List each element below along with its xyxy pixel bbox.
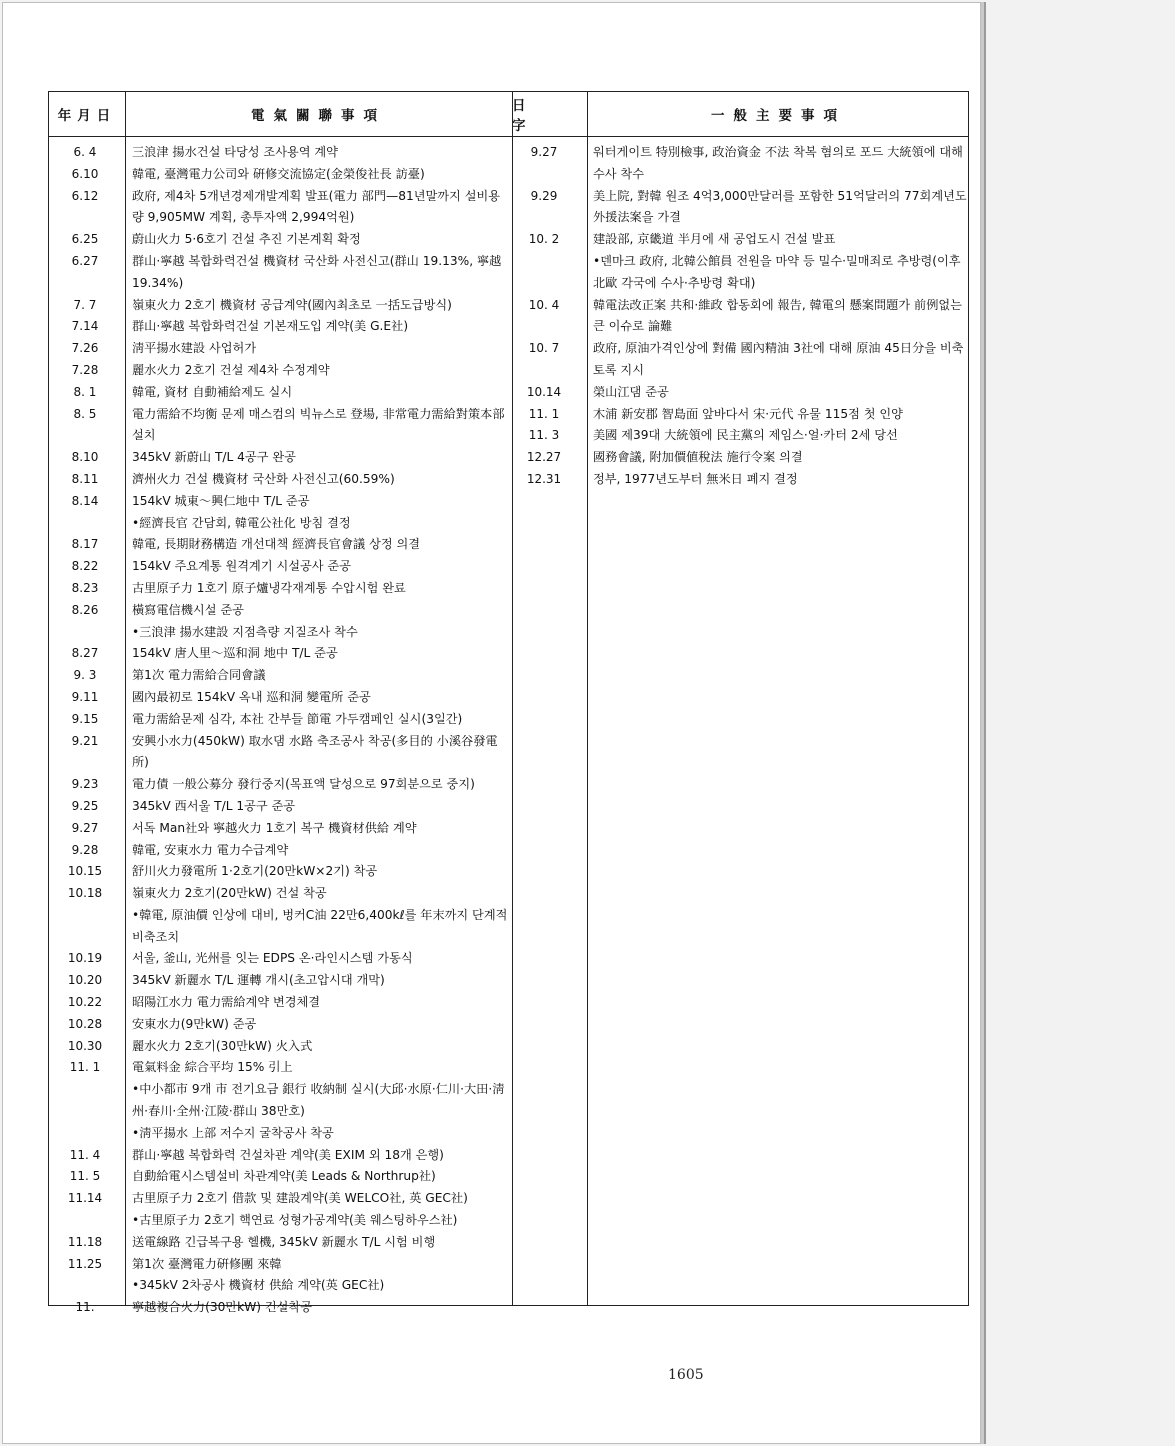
event-date: 8.26 <box>71 602 99 617</box>
event-text: 木浦 新安郡 智島面 앞바다서 宋·元代 유물 115점 첫 인양 <box>593 406 903 421</box>
event-date: 8.17 <box>71 537 99 552</box>
event-text: 寧越複合火力(30만kW) 건설착공 <box>132 1300 312 1315</box>
event-text: 美國 제39대 大統領에 民主黨의 제임스·얼·카터 2세 당선 <box>593 428 898 443</box>
event-date: 10.19 <box>67 951 103 966</box>
header-general-events: 一般主要事項 <box>711 108 846 124</box>
event-date: 9.25 <box>71 798 99 813</box>
event-date: 11. 1 <box>69 1060 101 1075</box>
event-text: 政府, 제4차 5개년경제개발계획 발표(電力 部門—81년말까지 설비용량 9,905MW 계획, 총투자액 2,994억원) <box>132 188 501 225</box>
event-text: •古里原子力 2호기 핵연료 성형가공계약(美 웨스팅하우스社) <box>132 1213 458 1228</box>
event-row <box>49 948 512 970</box>
event-row <box>49 229 512 251</box>
event-row <box>506 251 968 295</box>
event-row <box>49 992 512 1014</box>
event-row <box>49 1210 512 1232</box>
event-row <box>506 425 968 447</box>
event-row <box>49 1014 512 1036</box>
event-date: 6. 4 <box>73 145 97 159</box>
event-text: 群山·寧越 복합화력건설 機資材 국산화 사전신고(群山 19.13%, 寧越 19.34%) <box>132 253 502 290</box>
event-row <box>49 186 512 230</box>
event-text: 嶺東火力 2호기(20만kW) 건설 착공 <box>132 886 327 901</box>
event-row <box>49 578 512 600</box>
event-text: 淸平揚水建設 사업허가 <box>132 341 257 356</box>
event-date: 6.10 <box>71 166 99 181</box>
event-row <box>49 818 512 840</box>
event-row <box>49 382 512 404</box>
event-row <box>49 774 512 796</box>
event-text: 서독 Man社와 寧越火力 1호기 복구 機資材供給 계약 <box>132 820 417 835</box>
event-date: 11. 1 <box>528 406 560 421</box>
header-year-month-day: 年月日 <box>57 108 117 124</box>
event-date: 6.27 <box>71 253 99 268</box>
event-date: 7.26 <box>71 341 99 356</box>
event-row <box>49 840 512 862</box>
event-date: 11. 5 <box>69 1169 101 1184</box>
event-row <box>506 338 968 382</box>
event-text: 345kV 新蔚山 T/L 4공구 완공 <box>132 450 296 465</box>
event-row <box>49 142 512 164</box>
event-date: 8.11 <box>71 471 99 486</box>
event-row <box>49 970 512 992</box>
event-row <box>49 861 512 883</box>
event-date: 10.18 <box>67 886 103 901</box>
event-date: 10.20 <box>67 973 103 988</box>
event-text: 政府, 原油가격인상에 對備 國內精油 3社에 대해 原油 45日分을 비축토록 지시 <box>593 341 964 377</box>
event-date: 10. 7 <box>528 341 560 356</box>
event-row <box>49 1057 512 1079</box>
event-date: 10. 4 <box>528 297 560 312</box>
event-row <box>49 295 512 317</box>
event-text: 群山·寧越 복합화력 건설차관 계약(美 EXIM 외 18개 은행) <box>132 1147 444 1162</box>
event-text: 國內最初로 154kV 옥내 巡和洞 變電所 준공 <box>132 689 371 704</box>
event-date: 10.28 <box>67 1016 103 1031</box>
event-text: 麗水火力 2호기(30만kW) 火入式 <box>132 1038 313 1053</box>
event-date: 10.15 <box>67 864 103 879</box>
event-date: 8.14 <box>71 493 99 508</box>
event-text: 濟州火力 건설 機資材 국산화 사전신고(60.59%) <box>132 471 395 486</box>
event-date: 7.28 <box>71 362 99 377</box>
header-day: 日字 <box>512 98 552 134</box>
event-text: 345kV 西서울 T/L 1공구 준공 <box>132 798 296 813</box>
event-row <box>49 338 512 360</box>
event-text: 345kV 新麗水 T/L 運轉 개시(초고압시대 개막) <box>132 973 385 988</box>
event-row <box>506 186 968 230</box>
event-text: •덴마크 政府, 北韓公館員 전원을 마약 등 밀수·밀매죄로 추방령(이후 北歐 각국에 수사·추방령 확대) <box>593 253 961 290</box>
event-date: 11. 4 <box>69 1147 101 1162</box>
event-row <box>49 534 512 556</box>
event-row <box>506 295 968 339</box>
event-row <box>506 142 968 186</box>
event-text: 嶺東火力 2호기 機資材 공급계약(國內최초로 一括도급방식) <box>132 297 452 312</box>
event-date: 10.14 <box>526 384 562 399</box>
event-row <box>49 447 512 469</box>
event-date: 10. 2 <box>528 232 560 247</box>
event-text: •中小都市 9개 市 전기요금 銀行 收納制 실시(大邱·水原·仁川·大田·淸州·春川·全州·江陵·群山 38만호) <box>132 1082 505 1119</box>
event-text: 美上院, 對韓 원조 4억3,000만달러를 포함한 51억달러의 77회계년도 外援法案을 가결 <box>593 188 967 225</box>
event-date: 9.21 <box>71 733 99 748</box>
event-row <box>49 600 512 622</box>
event-text: 橫寫電信機시설 준공 <box>132 602 244 617</box>
event-row <box>49 1036 512 1058</box>
event-date: 8. 1 <box>73 384 97 399</box>
event-text: 154kV 주요계통 원격계기 시설공사 준공 <box>132 559 351 574</box>
event-text: 第1次 臺灣電力硏修團 來韓 <box>132 1256 282 1271</box>
event-row <box>49 1232 512 1254</box>
event-text: 韓電, 安東水力 電力수급계약 <box>132 842 289 857</box>
event-row <box>49 1297 512 1319</box>
event-date: 8.27 <box>71 646 99 661</box>
event-text: 韓電, 臺灣電力公司와 硏修交流協定(金榮俊社長 訪臺) <box>132 166 425 181</box>
event-text: 送電線路 긴급복구용 헬機, 345kV 新麗水 T/L 시험 비행 <box>132 1234 436 1249</box>
document-page <box>2 2 981 1444</box>
event-date: 11.25 <box>67 1256 103 1271</box>
event-text: 서울, 釜山, 光州를 잇는 EDPS 온·라인시스템 가동식 <box>132 951 413 966</box>
event-text: •經濟長官 간담회, 韓電公社化 방침 결정 <box>132 515 351 530</box>
event-date: 12.31 <box>526 471 562 486</box>
event-date: 6.12 <box>71 188 99 203</box>
event-date: 9.29 <box>530 188 558 203</box>
event-date: 9.27 <box>71 820 99 835</box>
event-row <box>49 404 512 448</box>
event-text: 韓電, 長期財務構造 개선대책 經濟長官會議 상정 의결 <box>132 537 421 552</box>
event-row <box>49 316 512 338</box>
event-row <box>49 491 512 513</box>
event-date: 10.30 <box>67 1038 103 1053</box>
event-row <box>49 1123 512 1145</box>
event-text: 群山·寧越 복합화력건설 기본재도입 계약(美 G.E社) <box>132 319 409 334</box>
event-date: 9.23 <box>71 777 99 792</box>
event-row <box>49 687 512 709</box>
electric-events-column <box>49 142 512 1319</box>
event-text: 韓電, 資材 自動補給제도 실시 <box>132 384 293 399</box>
event-text: 榮山江댐 준공 <box>593 384 669 399</box>
event-row <box>506 447 968 469</box>
event-date: 6.25 <box>71 232 99 247</box>
chronology-table <box>48 91 969 1315</box>
event-row <box>49 905 512 949</box>
event-text: 第1次 電力需給合同會議 <box>132 668 266 683</box>
event-row <box>49 709 512 731</box>
event-text: 워터게이트 特別檢事, 政治資金 不法 착복 혐의로 포드 大統領에 대해 수사 착수 <box>593 145 963 181</box>
page-number: 1605 <box>668 1367 704 1383</box>
event-text: 昭陽江水力 電力需給계약 변경체결 <box>132 995 321 1010</box>
event-date: 8.10 <box>71 450 99 465</box>
event-date: 9.15 <box>71 711 99 726</box>
event-row <box>49 1079 512 1123</box>
event-row <box>49 883 512 905</box>
event-date: 11.14 <box>67 1191 103 1206</box>
event-row <box>506 229 968 251</box>
event-row <box>49 513 512 535</box>
event-text: 電力債 一般公募分 發行중지(목표액 달성으로 97회분으로 중지) <box>132 777 475 792</box>
event-row <box>49 622 512 644</box>
event-text: 154kV 唐人里～巡和洞 地中 T/L 준공 <box>132 646 338 661</box>
event-date: 9.11 <box>71 689 99 704</box>
event-row <box>49 796 512 818</box>
event-row <box>506 469 968 491</box>
event-text: 建設部, 京畿道 半月에 새 공업도시 건설 발표 <box>593 232 836 247</box>
event-row <box>49 665 512 687</box>
event-date: 11. <box>75 1300 95 1315</box>
event-date: 7. 7 <box>73 297 97 312</box>
event-text: 三浪津 揚水건설 타당성 조사용역 계약 <box>132 145 338 159</box>
event-row <box>49 1145 512 1167</box>
event-date: 12.27 <box>526 450 562 465</box>
event-date: 8. 5 <box>73 406 97 421</box>
event-text: 韓電法改正案 共和·維政 합동회에 報告, 韓電의 懸案問題가 前例없는 큰 이슈로 論難 <box>593 297 962 334</box>
event-date: 9.28 <box>71 842 99 857</box>
event-text: 정부, 1977년도부터 無米日 폐지 결정 <box>593 471 798 486</box>
event-row <box>49 1188 512 1210</box>
event-date: 10.22 <box>67 995 103 1010</box>
event-text: 電力需給不均衡 문제 매스컴의 빅뉴스로 登場, 非常電力需給對策本部 설치 <box>132 406 505 443</box>
event-date: 8.23 <box>71 580 99 595</box>
event-text: 自動給電시스템설비 차관계약(美 Leads & Northrup社) <box>132 1169 436 1184</box>
event-text: •345kV 2차공사 機資材 供給 계약(英 GEC社) <box>132 1278 385 1293</box>
event-text: 舒川火力發電所 1·2호기(20만kW×2기) 착공 <box>132 864 378 879</box>
event-text: 古里原子力 1호기 原子爐냉각재계통 수압시험 완료 <box>132 580 406 595</box>
event-text: 麗水火力 2호기 건설 제4차 수정계약 <box>132 362 330 377</box>
event-text: 安興小水力(450kW) 取水댐 水路 축조공사 착공(多目的 小溪谷發電所) <box>132 733 498 770</box>
event-date: 8.22 <box>71 559 99 574</box>
event-text: 電力需給문제 심각, 本社 간부들 節電 가두캠페인 실시(3일간) <box>132 711 463 726</box>
event-row <box>49 251 512 295</box>
event-text: •韓電, 原油價 인상에 대비, 벙커C油 22만6,400kℓ를 年末까지 단계적 비축조치 <box>132 907 508 944</box>
event-text: 安東水力(9만kW) 준공 <box>132 1016 257 1031</box>
event-row <box>49 164 512 186</box>
event-row <box>49 1254 512 1276</box>
event-date: 7.14 <box>71 319 99 334</box>
header-electric-events: 電氣關聯事項 <box>251 108 386 124</box>
event-row <box>49 360 512 382</box>
event-row <box>49 556 512 578</box>
event-text: 蔚山火力 5·6호기 건설 추진 기본계획 확정 <box>132 232 361 247</box>
event-row <box>49 1275 512 1297</box>
event-row <box>506 404 968 426</box>
event-row <box>49 1166 512 1188</box>
event-date: 9.27 <box>530 145 558 159</box>
event-text: 電氣料金 綜合平均 15% 引上 <box>132 1060 293 1075</box>
event-text: 古里原子力 2호기 借款 및 建設계약(美 WELCO社, 英 GEC社) <box>132 1191 468 1206</box>
event-row <box>49 643 512 665</box>
event-row <box>49 731 512 775</box>
event-date: 11. 3 <box>528 428 560 443</box>
event-date: 11.18 <box>67 1234 103 1249</box>
header-divider <box>49 136 968 137</box>
general-events-column <box>506 142 968 491</box>
event-row <box>49 469 512 491</box>
event-text: 國務會議, 附加價値稅法 施行令案 의결 <box>593 450 803 465</box>
event-text: •三浪津 揚水建設 지점측량 지질조사 착수 <box>132 624 358 639</box>
event-row <box>506 382 968 404</box>
event-text: •淸平揚水 上部 저수지 굴착공사 착공 <box>132 1125 334 1140</box>
event-text: 154kV 城東～興仁地中 T/L 준공 <box>132 493 310 508</box>
event-date: 9. 3 <box>73 668 97 683</box>
